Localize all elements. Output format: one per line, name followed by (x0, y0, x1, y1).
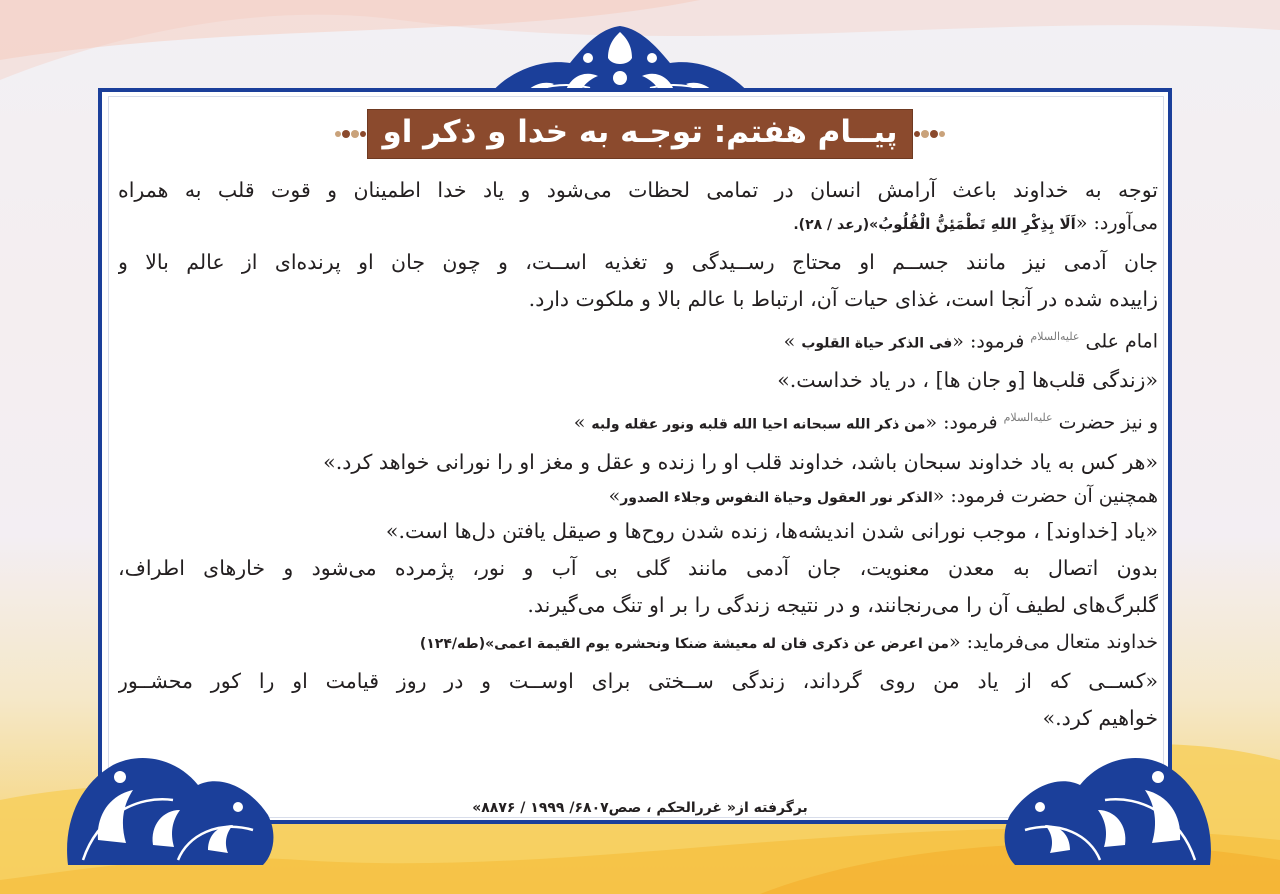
paragraph-6: «هر کس به یاد خداوند سبحان باشد، خداوند قلب او را زنده و عقل و مغز او را نورانی خواهد کرد.» (323, 449, 1158, 474)
quote-close: » (608, 484, 621, 507)
salam-glyph: علیه‌السلام (1003, 411, 1053, 425)
paragraph-1-text: می‌آورد: « (1075, 212, 1158, 234)
paragraph-9-line-1: بدون اتصال به معدن معنویت، جان آدمی مانند گلی بی آب و نور، پژمرده می‌شود و خارهای اطراف، (118, 555, 1158, 580)
imam-ali-label: امام علی (1079, 330, 1158, 353)
quran-quote-2: من اعرض عن ذکری فان له معیشة ضنکا ونحشره یوم القیمة اعمی (494, 635, 949, 652)
paragraph-5 (118, 399, 1158, 443)
title-flourish-right-icon (914, 126, 946, 142)
paragraph-8: «یاد [خداوند] ، موجب نورانی شدن اندیشه‌ها، زنده شدن روح‌ها و صیقل یافتن دل‌ها است.» (385, 518, 1158, 543)
paragraph-11-line-2: خواهیم کرد.» (1042, 705, 1158, 730)
title-row (0, 110, 1280, 158)
paragraph-3 (118, 318, 1158, 362)
paragraph-11-line-1: «کســی که از یاد من روی گرداند، زندگی ســختی برای اوســت و در روز قیامت او را کور محشــور (118, 668, 1158, 693)
paragraph-9-line-2: گلبرگ‌های لطیف آن را می‌رنجانند، و در نتیجه زندگی را بر او تنگ می‌گیرند. (527, 592, 1158, 617)
quran-reference: »(رعد / ۲۸). (793, 217, 879, 233)
source-citation: برگرفته از« غررالحکم ، صص۶۸۰۷/ ۱۹۹۹ / ۸۸۷۶» (472, 800, 808, 816)
hadith-quote-3: الذکر نور العقول وحیاة النفوس وجلاء الصدور (620, 489, 933, 506)
quote-close: » (573, 411, 592, 434)
quran-reference-2: »(طه/۱۲۴) (419, 635, 495, 652)
body-text (118, 172, 1158, 792)
page-title: پیــام هفتم: توجـه به خدا و ذکر او (368, 110, 911, 158)
quote-close: » (783, 330, 802, 353)
paragraph-2-line-1: جان آدمی نیز مانند جســم او محتاج رســیدگی و تغذیه اســت، و چون جان او پرنده‌ای از عالم بالا و (118, 250, 1158, 274)
khodavand-label: خداوند متعال می‌فرماید: « (948, 630, 1158, 653)
farmood-label: فرمود: « (952, 330, 1031, 353)
salam-glyph: علیه‌السلام (1030, 330, 1080, 343)
paragraph-1-line-1: توجه به خداوند باعث آرامش انسان در تمامی لحظات می‌شود و یاد خدا اطمینان و قوت قلب به همراه (118, 178, 1158, 202)
paragraph-7 (118, 481, 1158, 513)
farmood-label: فرمود: « (925, 411, 1004, 434)
paragraph-10 (118, 624, 1158, 663)
hadith-quote-1: فی الذکر حیاة القلوب (801, 335, 953, 352)
quran-quote: اَلَا بِذِکْرِ اللهِ تَطْمَئِنُّ الْقُلُوبُ (878, 215, 1076, 233)
hamchenin-label: همچنین آن حضرت فرمود: « (932, 484, 1158, 507)
hadith-quote-2: من ذکر الله سبحانه احیا الله قلبه ونور عقله ولبه (591, 416, 926, 433)
paragraph-2-line-2: زاییده شده در آنجا است، غذای حیات آن، ارتباط با عالم بالا و ملکوت دارد. (528, 287, 1158, 311)
paragraph-1-line-2 (118, 205, 1158, 244)
title-flourish-left-icon (334, 126, 366, 142)
hazrat-label: و نیز حضرت (1052, 411, 1158, 434)
paragraph-4: «زندگی قلب‌ها [و جان ها] ، در یاد خداست.» (777, 368, 1158, 393)
